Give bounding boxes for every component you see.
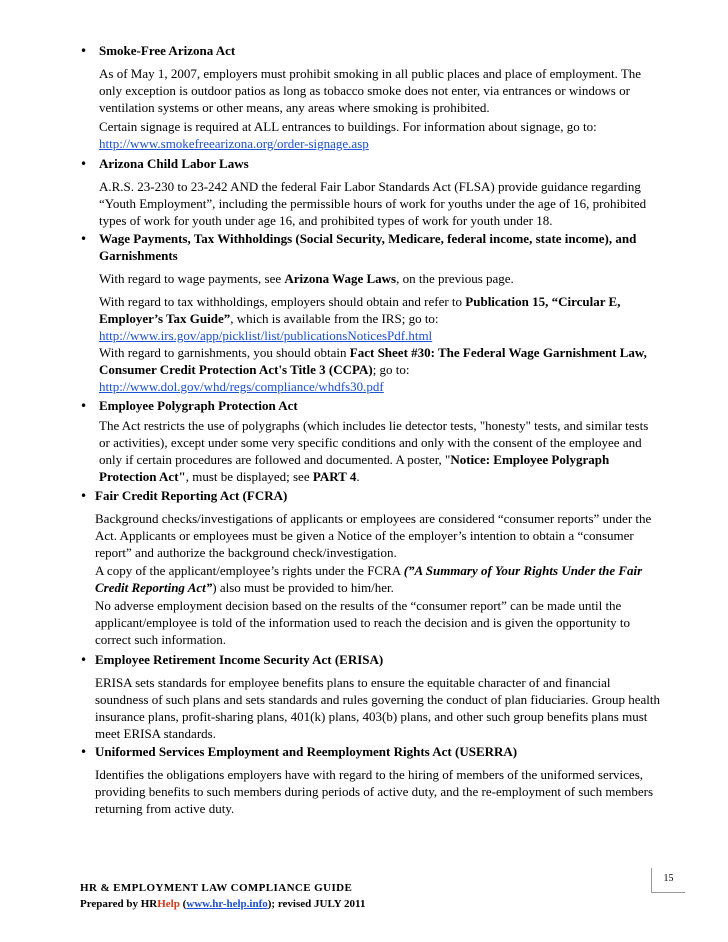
paragraph-text: With regard to garnishments, you should obtain [99,345,350,360]
paragraph: Identifies the obligations employers have with regard to the hiring of members of the uniformed services, providing benefits to such members during periods of active duty, and the re-employment of such members returning from active duty. [95,767,654,816]
section-heading: Employee Polygraph Protection Act [99,398,298,413]
paragraph [99,417,659,485]
paragraph-text: ) also must be provided to him/her. [212,580,394,595]
section-heading: Fair Credit Reporting Act (FCRA) [95,488,288,503]
section-heading: Uniformed Services Employment and Reemployment Rights Act (USERRA) [95,744,518,759]
paragraph-text: Certain signage is required at ALL entrances to buildings. For information about signage, go to: [99,119,597,134]
paragraph [99,293,659,344]
paragraph-text: The Act restricts the use of polygraphs (which includes lie detector tests, "honesty" tests, and similar tests or activities), except under some very specific conditions and only with the consent of the employee and only if certain procedures are followed and documented. A poster, " [99,418,649,467]
bullet-icon: • [80,232,88,246]
paragraph: A.R.S. 23-230 to 23-242 AND the federal Fair Labor Standards Act (FLSA) provide guidance regarding “Youth Employment”, including the permissible hours of work for youths under the age of 16, prohibited types of work for youth under age 16, and prohibited types of work for youth under 18. [99,179,647,228]
paragraph: ERISA sets standards for employee benefits plans to ensure the equitable character of and financial soundness of such plans and sets standards and rules governing the conduct of plan fiduciaries. Group health insurance plans, profit-sharing plans, 401(k) plans, 403(b) plans, and other such group benefits plans must meet ERISA standards. [95,675,661,741]
paragraph-bold-italic: (”A Summary of Your Rights Under the Fair Credit Reporting Act” [95,563,643,595]
paragraph: As of May 1, 2007, employers must prohibit smoking in all public places and place of employment. The only exception is outdoor patios as long as tobacco smoke does not enter, via entrances or windows or ventilation systems or other means, any areas where smoking is prohibited. [99,66,642,115]
paragraph-bold: Publication 15, “Circular E, Employer’s Tax Guide” [99,294,621,326]
paragraph-text: . [356,469,360,484]
paragraph-text: With regard to wage payments, see [99,271,285,286]
bullet-icon: • [80,653,88,667]
paragraph: No adverse employment decision based on the results of the “consumer report” can be made until the applicant/employee is told of the information used to reach the decision and is given the opportunity to correct such information. [95,598,631,647]
footer-brand-help: Help [157,898,180,910]
section-heading: Employee Retirement Income Security Act (ERISA) [95,652,384,667]
dol-fact-sheet-link[interactable]: http://www.dol.gov/whd/regs/compliance/whdfs30.pdf [99,379,384,394]
paragraph-text: , which is available from the IRS; go to: [230,311,439,326]
section-heading: Smoke-Free Arizona Act [99,43,236,58]
bullet-icon: • [80,399,88,413]
footer-prepared-by [80,898,365,910]
page-number: 15 [651,868,685,893]
paragraph [99,270,659,287]
bullet-icon: • [80,44,88,58]
bullet-icon: • [80,157,88,171]
paragraph-text: , must be displayed; see [185,469,313,484]
paragraph-bold: PART 4 [312,469,357,484]
section-heading: Arizona Child Labor Laws [99,156,249,171]
footer-text: ( [179,898,187,910]
signage-link[interactable]: http://www.smokefreearizona.org/order-signage.asp [99,136,369,151]
paragraph-bold: Notice: Employee Polygraph Protection Act" [99,452,610,484]
paragraph [99,118,659,152]
bullet-icon: • [80,489,88,503]
paragraph: Background checks/investigations of applicants or employees are considered “consumer reports” under the Act. Applicants or employees must be given a Notice of the employer’s intention to obtain a “consumer report” and authorize the background check/investigation. [95,511,652,560]
bullet-icon: • [80,745,88,759]
paragraph-bold: Arizona Wage Laws [284,271,397,286]
paragraph-text: ; go to: [372,362,410,377]
irs-publications-link[interactable]: http://www.irs.gov/app/picklist/list/publicationsNoticesPdf.html [99,328,433,343]
paragraph [95,562,660,596]
footer-website-link[interactable]: www.hr-help.info [186,898,268,910]
paragraph-text: , on the previous page. [396,271,514,286]
footer-title: HR & EMPLOYMENT LAW COMPLIANCE GUIDE [80,882,353,894]
paragraph [99,344,659,395]
paragraph-text: A copy of the applicant/employee’s rights under the FCRA [95,563,404,578]
footer-text: ); revised JULY 2011 [267,898,366,910]
paragraph-bold: Fact Sheet #30: The Federal Wage Garnishment Law, Consumer Credit Protection Act's Title 3 (CCPA) [99,345,647,377]
paragraph-text: With regard to tax withholdings, employers should obtain and refer to [99,294,466,309]
footer-text: Prepared by HR [80,898,158,910]
section-heading: Wage Payments, Tax Withholdings (Social Security, Medicare, federal income, state income), and Garnishments [99,231,637,263]
